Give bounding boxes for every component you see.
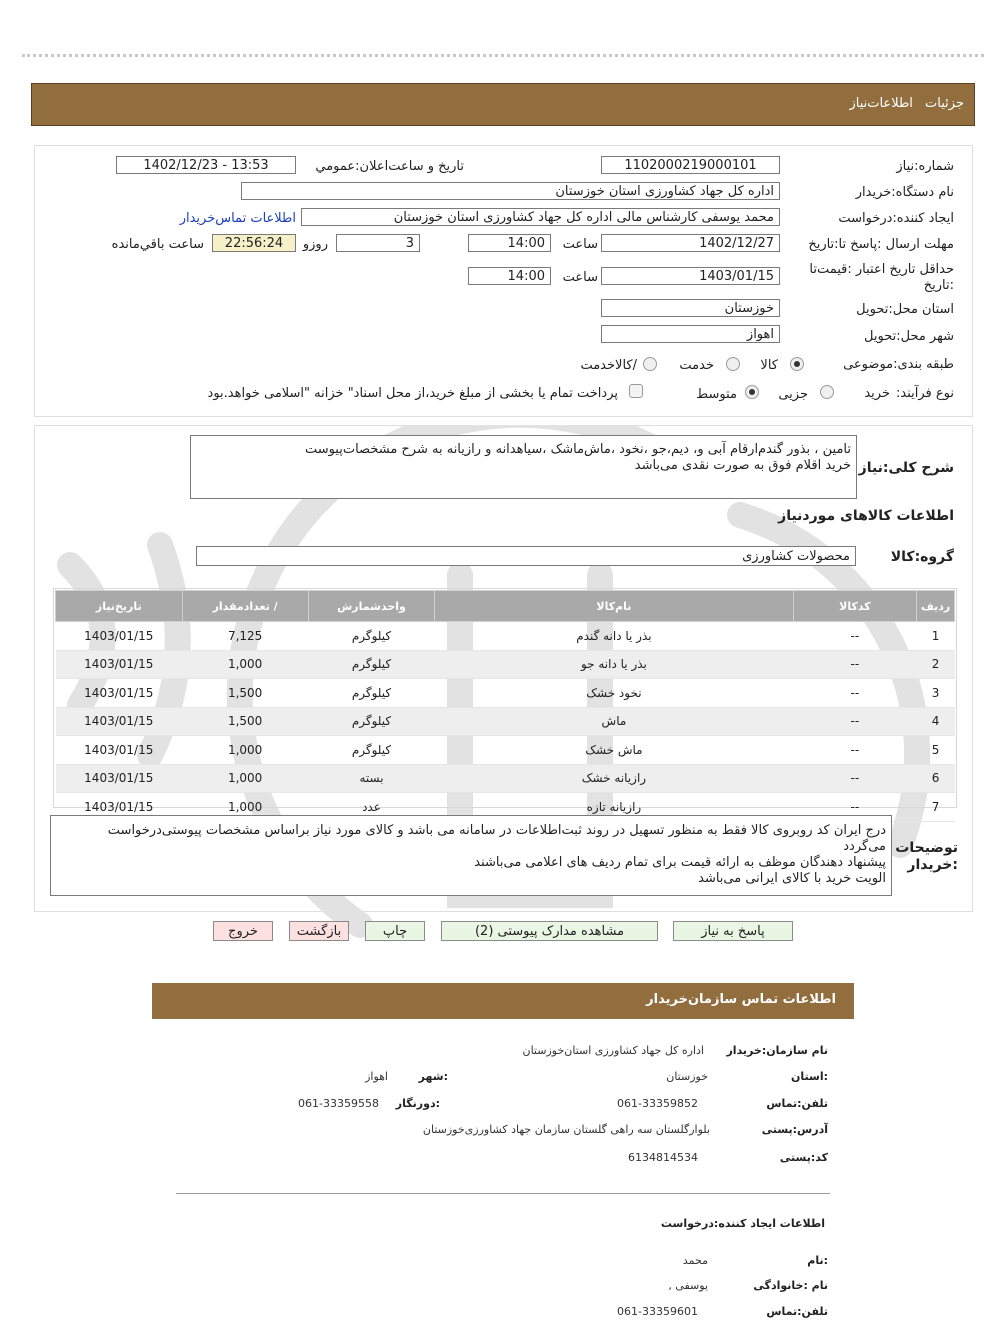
- row-date: 1403/01/15: [56, 622, 183, 651]
- row-unit: عدد: [308, 793, 435, 822]
- city-field: اهواز: [601, 325, 780, 343]
- row-unit: کیلوگرم: [308, 736, 435, 765]
- contact-org-label: نام سازمان:خریدار: [726, 1044, 828, 1057]
- row-number: 7: [917, 793, 955, 822]
- buyer-org-field: اداره کل جهاد کشاورزی استان خوزستان: [241, 182, 780, 200]
- province-field: خوزستان: [601, 299, 780, 317]
- goods-group-label: گروه:کالا: [890, 549, 954, 565]
- contact-address-value: بلوار‌گلستان سه راهی ‌گلستان سازمان جهاد کشاورزی‌خوزستان: [422, 1123, 710, 1136]
- creator-phone-label: تلفن:تماس: [766, 1305, 828, 1318]
- contact-phone-value: 061-33359852: [617, 1097, 698, 1110]
- remaining-time-label: ساعت باقي‌مانده: [111, 237, 204, 252]
- row-name: ماش: [435, 707, 793, 736]
- row-unit: کیلوگرم: [308, 650, 435, 679]
- validity-date-field: 1403/01/15: [601, 267, 780, 285]
- row-code: --: [793, 622, 917, 651]
- page-header: [31, 83, 975, 126]
- exit-button[interactable]: خروج: [213, 921, 273, 941]
- row-number: 5: [917, 736, 955, 765]
- need-number-field: 1102000219000101: [601, 156, 780, 174]
- row-unit: کیلوگرم: [308, 679, 435, 708]
- row-name: رازیانه خشک: [435, 764, 793, 793]
- table-row: [56, 679, 955, 708]
- row-qty: 1,000: [182, 736, 308, 765]
- row-number: 6: [917, 764, 955, 793]
- table-row: [56, 650, 955, 679]
- summary-label: شرح کلی:نیاز: [858, 460, 954, 476]
- row-unit: بسته: [308, 764, 435, 793]
- creator-field: محمد یوسفی کارشناس مالی اداره کل جهاد کشاورزی استان خوزستان: [301, 208, 780, 226]
- process-minor-label: جزیی: [778, 387, 808, 402]
- process-type-kharid: خرید: [864, 386, 890, 401]
- validity-label-2: :تاریخ: [923, 278, 954, 293]
- contact-postal-label: کد:پستی: [779, 1151, 828, 1164]
- creator-phone-value: 061-33359601: [617, 1305, 698, 1318]
- reply-date-field: 1402/12/27: [601, 234, 780, 252]
- reply-button[interactable]: پاسخ به نیاز: [673, 921, 793, 941]
- notes-label-2: :خریدار: [907, 857, 958, 873]
- contact-phone-label: تلفن:تماس: [766, 1097, 828, 1110]
- summary-line-2: خرید اقلام فوق به صورت نقدی می‌باشد: [634, 458, 851, 473]
- province-label: استان محل:تحويل: [856, 302, 954, 317]
- row-code: --: [793, 650, 917, 679]
- notes-line-1b: می‌گردد: [843, 839, 886, 854]
- col-unit-header: واحدشمارش: [308, 591, 435, 622]
- row-qty: 1,500: [182, 679, 308, 708]
- col-row-header: ردیف: [917, 591, 955, 622]
- print-button[interactable]: چاپ: [365, 921, 425, 941]
- col-qty-header: / تعدادمقدار: [182, 591, 308, 622]
- row-qty: 7,125: [182, 622, 308, 651]
- row-date: 1403/01/15: [56, 764, 183, 793]
- row-qty: 1,500: [182, 707, 308, 736]
- treasury-payment-note: پرداخت تمام یا بخشی از مبلغ خرید،از محل اسناد" خزانه "اسلامی خواهد.بود: [207, 386, 618, 401]
- row-date: 1403/01/15: [56, 650, 183, 679]
- contact-province-value: خوزستان: [666, 1070, 708, 1083]
- process-radio-medium[interactable]: [745, 385, 759, 399]
- row-number: 1: [917, 622, 955, 651]
- treasury-payment-checkbox[interactable]: [629, 384, 643, 398]
- items-title: اطلاعات کالاهای موردنیاز: [778, 508, 954, 524]
- contact-city-value: اهواز: [365, 1070, 388, 1083]
- notes-label-1: توضیحات: [895, 840, 958, 856]
- creator-name-value: محمد: [682, 1254, 708, 1267]
- row-unit: کیلوگرم: [308, 622, 435, 651]
- buyer-org-label: نام دستگاه:خريدار: [855, 185, 954, 200]
- notes-line-1: درج ایران کد روبروی کالا فقط به منظور تسهیل در روند ثبت‌اطلاعات در سامانه می باشد و کالای مورد نیاز براساس مشخصات پیوستی‌درخواست: [107, 823, 886, 838]
- row-date: 1403/01/15: [56, 793, 183, 822]
- announce-field: 1402/12/23 - 13:53: [116, 156, 296, 174]
- row-code: --: [793, 793, 917, 822]
- process-radio-minor[interactable]: [820, 385, 834, 399]
- buyer-notes-box: [50, 815, 892, 896]
- category-service-label: خدمت: [679, 358, 714, 373]
- process-label: نوع فرآیند:: [896, 386, 954, 401]
- row-qty: 1,000: [182, 764, 308, 793]
- col-date-header: تاریخ‌نیاز: [56, 591, 183, 622]
- row-number: 2: [917, 650, 955, 679]
- row-qty: 1,000: [182, 793, 308, 822]
- category-radio-service[interactable]: [726, 357, 740, 371]
- back-button[interactable]: بازگشت: [289, 921, 349, 941]
- row-name: ماش خشک: [435, 736, 793, 765]
- category-radio-goods-service[interactable]: [643, 357, 657, 371]
- announce-label: تاریخ و ساعت‌اعلان:عمومي: [315, 159, 464, 174]
- row-unit: کیلوگرم: [308, 707, 435, 736]
- category-goods-service-label: /کالاخدمت: [580, 358, 637, 373]
- days-label: روزو: [302, 237, 328, 252]
- creator-label: ایجاد کننده:درخواست: [838, 211, 954, 226]
- row-qty: 1,000: [182, 650, 308, 679]
- notes-line-2: پیشنهاد دهندگان موظف به ارائه قیمت برای تمام ردیف های اعلامی می‌باشند: [474, 855, 886, 870]
- row-name: بذر یا دانه گندم: [435, 622, 793, 651]
- table-header-row: [56, 591, 955, 622]
- city-label: شهر محل:تحويل: [864, 329, 954, 344]
- reply-time-label: ساعت: [562, 237, 598, 252]
- validity-time-label: ساعت: [562, 270, 598, 285]
- table-row: [56, 736, 955, 765]
- contact-fax-label: :دورنگار: [395, 1097, 440, 1110]
- breadcrumb: [841, 96, 964, 111]
- category-goods-label: کالا: [760, 358, 778, 373]
- days-field: 3: [336, 234, 420, 252]
- reply-time-field: 14:00: [468, 234, 551, 252]
- top-divider: [22, 54, 984, 57]
- breadcrumb-need-info[interactable]: اطلاعات‌نیاز: [849, 96, 913, 111]
- process-medium-label: متوسط: [696, 387, 737, 402]
- creator-family-label: نام :خانوادگی: [753, 1279, 828, 1292]
- creator-section-title: اطلاعات ایجاد کننده:درخواست: [660, 1217, 825, 1230]
- contact-org-value: اداره کل جهاد کشاورزی استان‌خوزستان: [522, 1044, 704, 1057]
- items-table: [55, 590, 955, 822]
- table-row: [56, 622, 955, 651]
- view-documents-button[interactable]: مشاهده مدارک پیوستی (2): [441, 921, 658, 941]
- summary-box: [190, 435, 857, 499]
- category-label: طبقه بندی:موضوعی: [843, 357, 954, 372]
- creator-family-value: یوسفی ,: [668, 1279, 708, 1292]
- buyer-contact-link[interactable]: اطلاعات تماس‌خریدار: [179, 211, 296, 226]
- summary-line-1: تامین ، بذور گندم‌ارقام آبی و، دیم،جو ،نخود ،ماش‌ماشک ،سیاهدانه و رازیانه به شرح مشخصات‌پیوست: [304, 442, 851, 457]
- row-code: --: [793, 736, 917, 765]
- contact-section-header: [152, 983, 854, 1019]
- contact-postal-value: 6134814534: [628, 1151, 698, 1164]
- contact-divider: [176, 1193, 830, 1194]
- col-name-header: نام‌کالا: [435, 591, 793, 622]
- goods-group-field: محصولات کشاورزی: [196, 546, 856, 566]
- validity-label-1: حداقل تاریخ اعتبار :قیمت‌تا: [809, 262, 954, 277]
- table-row: [56, 764, 955, 793]
- category-radio-goods[interactable]: [790, 357, 804, 371]
- row-date: 1403/01/15: [56, 736, 183, 765]
- contact-address-label: آدرس:پستی: [761, 1123, 828, 1136]
- row-date: 1403/01/15: [56, 679, 183, 708]
- need-number-label: شماره:نیاز: [896, 159, 954, 174]
- contact-province-label: :استان: [791, 1070, 828, 1083]
- breadcrumb-details[interactable]: جزئیات: [925, 96, 964, 111]
- row-name: نخود خشک: [435, 679, 793, 708]
- row-code: --: [793, 707, 917, 736]
- row-code: --: [793, 679, 917, 708]
- row-name: رازیانه تازه: [435, 793, 793, 822]
- col-code-header: کدکالا: [793, 591, 917, 622]
- row-name: بذر یا دانه جو: [435, 650, 793, 679]
- contact-fax-value: 061-33359558: [298, 1097, 379, 1110]
- row-number: 3: [917, 679, 955, 708]
- row-date: 1403/01/15: [56, 707, 183, 736]
- row-code: --: [793, 764, 917, 793]
- contact-city-label: :شهر: [418, 1070, 448, 1083]
- remaining-time-field: 22:56:24: [212, 234, 296, 252]
- notes-line-3: الویت خرید با کالای ایرانی می‌باشد: [698, 871, 886, 886]
- validity-time-field: 14:00: [468, 267, 551, 285]
- contact-section-title: اطلاعات تماس سازمان‌خریدار: [646, 992, 836, 1007]
- table-row: [56, 707, 955, 736]
- reply-deadline-label: مهلت ارسال :پاسخ تا:تاریخ: [808, 237, 954, 252]
- row-number: 4: [917, 707, 955, 736]
- creator-name-label: :نام: [807, 1254, 828, 1267]
